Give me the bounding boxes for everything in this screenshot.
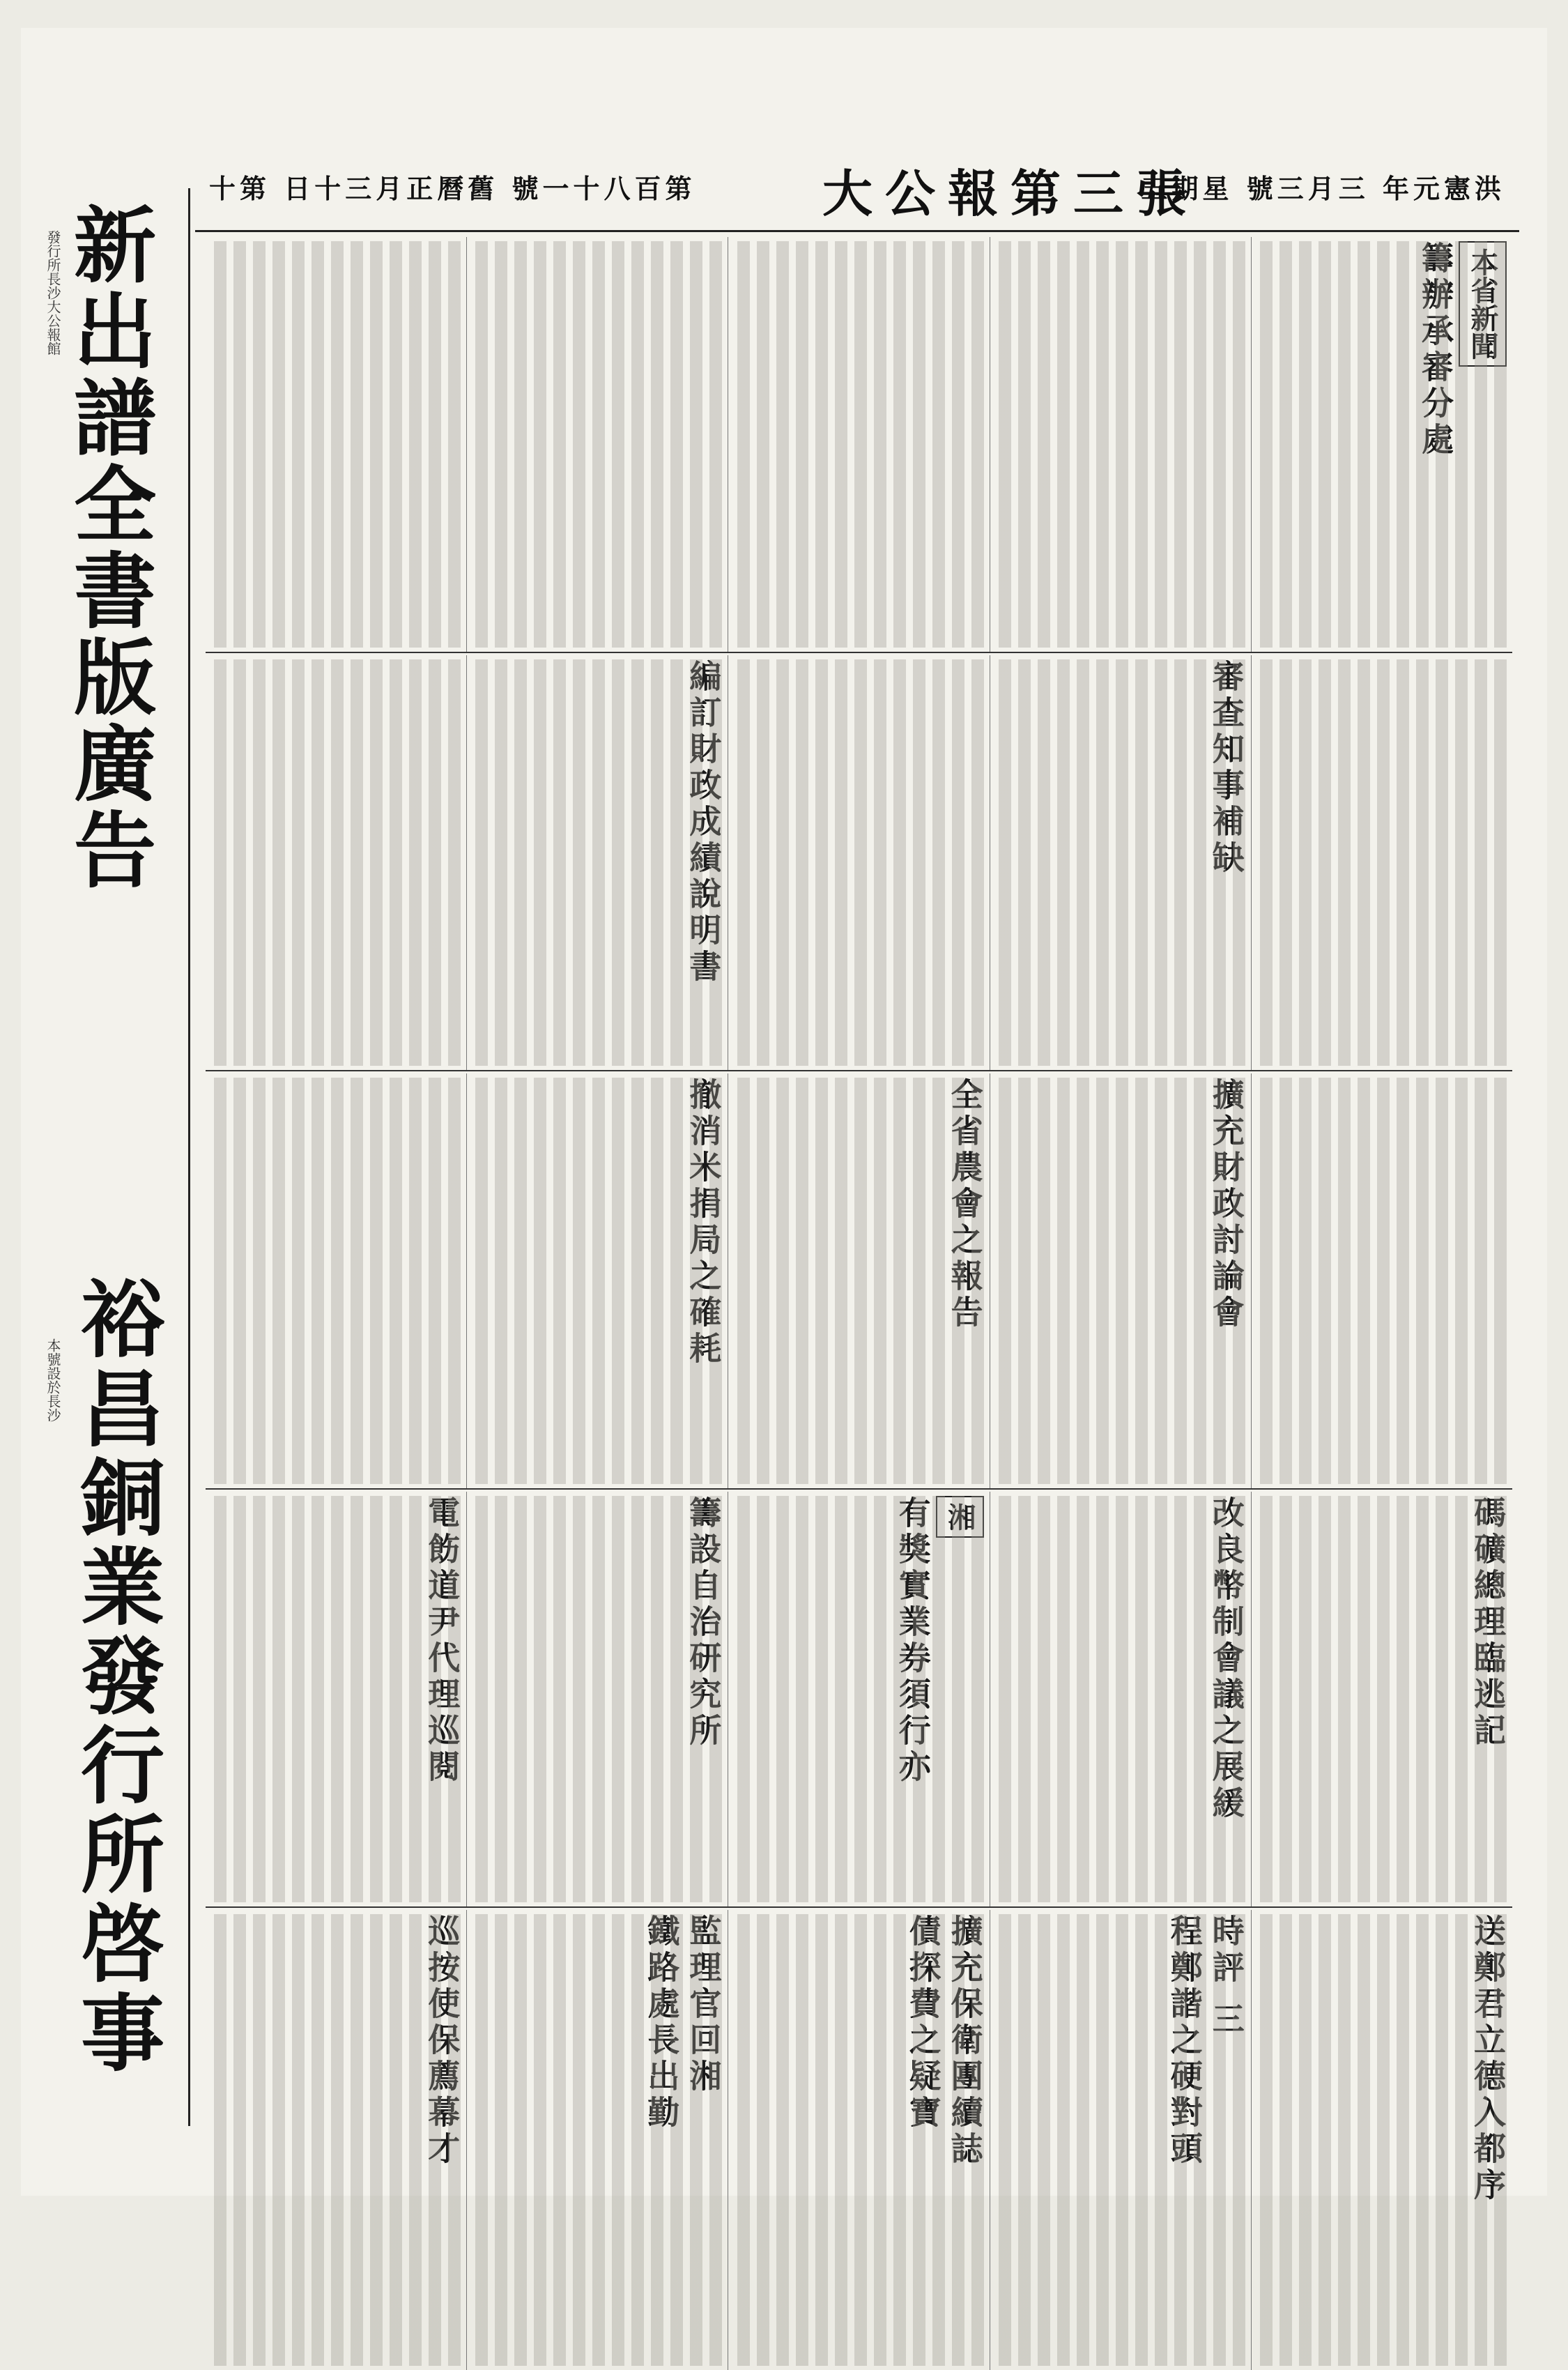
body-text-block: [1257, 659, 1507, 1066]
newspaper-page: [21, 28, 1547, 2204]
news-column: [466, 237, 728, 652]
article-row-3: [206, 1073, 1512, 1490]
news-column: [206, 1492, 466, 1906]
body-text-block: [1257, 1914, 1507, 2366]
news-column: [990, 1073, 1251, 1488]
body-text-block: [211, 1496, 461, 1902]
headline-10: 程鄭諧之硬對頭: [1165, 1914, 1204, 2168]
body-text-block: [1257, 241, 1507, 648]
news-column: [206, 1073, 466, 1488]
news-column: [990, 1492, 1251, 1906]
body-text-block: [211, 1914, 461, 2366]
ad-top-title: 新出譜全書版廣告: [60, 202, 156, 894]
section-local-news: 本省新聞: [1459, 241, 1507, 367]
article-row-4: [206, 1492, 1512, 1908]
headline-7: 有獎實業券須行亦: [893, 1496, 932, 1786]
headline-4: 編訂財政成績說明書: [684, 659, 723, 986]
body-text-block: [996, 241, 1245, 648]
section-hunan: 湘: [936, 1496, 984, 1538]
body-text-block: [1257, 1078, 1507, 1484]
news-column: [990, 237, 1251, 652]
headline-18: 債探費之疑寶: [904, 1914, 942, 2132]
headline-11: 電飭道尹代理巡閱: [423, 1496, 461, 1786]
headline-9: 碼礦總理臨逃記: [1469, 1496, 1507, 1750]
headline-13: 擴充保衛團續誌: [946, 1914, 984, 2168]
body-text-block: [211, 1078, 461, 1484]
article-area: [206, 237, 1512, 2204]
headline-15: 時評 三: [1207, 1914, 1245, 2039]
body-text-block: [211, 659, 461, 1066]
news-column: [1251, 1492, 1512, 1906]
body-text-block: [734, 1914, 983, 2366]
masthead-issue-info: 十第 日十三月正曆舊 號一十八百第: [209, 173, 696, 204]
news-column: [466, 1492, 728, 1906]
ad-bottom-detail: 本號設於長沙: [45, 1338, 61, 1422]
news-column: [206, 1910, 466, 2370]
body-text-block: [996, 659, 1245, 1066]
body-text-block: [996, 1496, 1245, 1902]
masthead-date: 五期星 號三月三 年元憲洪: [1141, 173, 1505, 204]
article-row-5: [206, 1910, 1512, 2370]
body-text-block: [1257, 1496, 1507, 1902]
headline-12: 籌設自治研究所: [684, 1496, 723, 1750]
article-row-2: [206, 655, 1512, 1071]
masthead-title: 大公報第三張: [822, 165, 1199, 223]
headline-14: 送鄭君立德入都序: [1469, 1914, 1507, 2204]
body-text-block: [996, 1914, 1245, 2366]
headline-5: 全省農會之報告: [946, 1078, 984, 1331]
news-column: [728, 1492, 989, 1906]
headline-3: 擴充財政討論會: [1207, 1078, 1245, 1331]
body-text-block: [472, 1914, 722, 2366]
news-column: [1251, 1910, 1512, 2370]
body-text-block: [472, 659, 722, 1066]
news-column: [728, 237, 989, 652]
headline-17: 鐵路處長出勤: [643, 1914, 681, 2132]
ad-top-detail: 發行所長沙大公報館: [45, 230, 61, 356]
advertisement-column: [42, 188, 190, 2126]
body-text-block: [472, 1496, 722, 1902]
ad-bottom-title: 裕昌銅業發行所啓事: [67, 1276, 164, 2079]
body-text-block: [734, 1078, 983, 1484]
body-text-block: [996, 1078, 1245, 1484]
headline-1: 籌辦承審分處: [1417, 241, 1454, 459]
news-column: [728, 655, 989, 1070]
news-column: [1251, 1073, 1512, 1488]
body-text-block: [734, 241, 983, 648]
news-column: [206, 655, 466, 1070]
news-column: [1251, 237, 1512, 652]
article-row-1: [206, 237, 1512, 653]
headline-2: 審查知事補缺: [1207, 659, 1245, 877]
news-column: [1251, 655, 1512, 1070]
news-column: [466, 1073, 728, 1488]
body-text-block: [472, 1078, 722, 1484]
headline-8: 改良幣制會議之展緩: [1207, 1496, 1245, 1822]
news-column: [990, 1910, 1251, 2370]
headline-16: 監理官回湘: [684, 1914, 723, 2095]
body-text-block: [734, 659, 983, 1066]
news-column: [466, 655, 728, 1070]
body-text-block: [734, 1496, 983, 1902]
headline-19: 巡按使保薦幕才: [423, 1914, 461, 2168]
body-text-block: [211, 241, 461, 648]
body-text-block: [472, 241, 722, 648]
news-column: [206, 237, 466, 652]
news-column: [728, 1073, 989, 1488]
news-column: [728, 1910, 989, 2370]
masthead: [195, 132, 1519, 232]
news-column: [990, 655, 1251, 1070]
news-column: [466, 1910, 728, 2370]
headline-6: 撤消米捐局之確耗: [684, 1078, 723, 1368]
